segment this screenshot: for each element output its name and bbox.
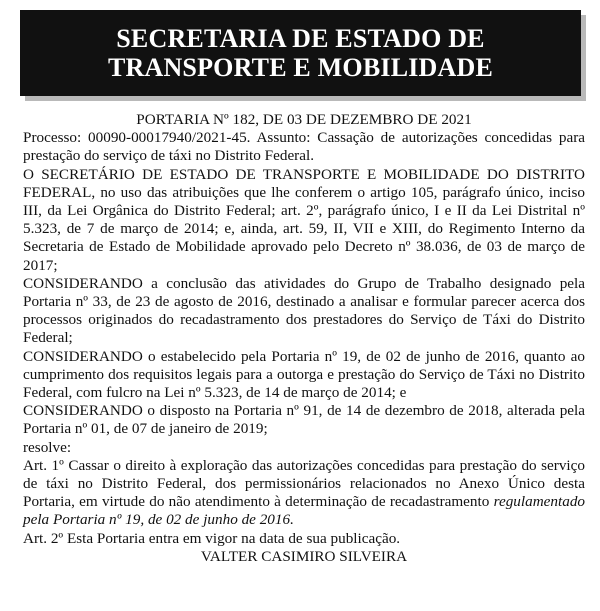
resolve-line: resolve:: [23, 438, 72, 456]
signature: VALTER CASIMIRO SILVEIRA: [200, 547, 408, 565]
header-line-2: TRANSPORTE E MOBILIDADE: [107, 53, 494, 82]
header-banner: [20, 10, 581, 96]
article-1: [23, 457, 585, 530]
preambulo-paragraph: O SECRETÁRIO DE ESTADO DE TRANSPORTE E MOBILIDADE DO DISTRITO FEDERAL, no uso das atribuições que lhe conferem o artigo 105, parágrafo único, inciso III, da Lei Orgânica do Distrito Federal; art. 2º, parágrafo único, I e II da Lei Distrital nº 5.323, de 7 de março de 2014; e, ainda, art. 59, II, VII e XIII, do Regimento Interno da Secretaria de Estado de Mobilidade aprovado pelo Decreto nº 38.036, de 03 de março de 2017;: [23, 165, 585, 274]
considerando-1: CONSIDERANDO a conclusão das atividades do Grupo de Trabalho designado pela Portaria nº 33, de 23 de agosto de 2016, destinado a analisar e formular parecer acerca dos processos originados do recadastramento dos prestadores do Serviço de Táxi do Distrito Federal;: [23, 274, 585, 347]
article-1-italic: regulamentado pela Portaria nº 19, de 02 de junho de 2016.: [23, 493, 586, 529]
portaria-title: PORTARIA Nº 182, DE 03 DE DEZEMBRO DE 2021: [136, 111, 472, 128]
article-1-text: Art. 1º Cassar o direito à exploração das autorizações concedidas para prestação do serviço de táxi no Distrito Federal, dos permissionários relacionados no Anexo Único desta Portaria, em virtude do não atendimento à determinação de recadastramento: [23, 456, 585, 511]
considerando-3: CONSIDERANDO o disposto na Portaria nº 91, de 14 de dezembro de 2018, alterada pela Portaria nº 01, de 07 de janeiro de 2019;: [23, 402, 585, 438]
document-body: [23, 111, 585, 566]
article-2: Art. 2º Esta Portaria entra em vigor na data de sua publicação.: [23, 529, 401, 547]
header-line-1: SECRETARIA DE ESTADO DE: [116, 24, 485, 53]
processo-paragraph: Processo: 00090-00017940/2021-45. Assunto: Cassação de autorizações concedidas para prestação do serviço de táxi no Distrito Federal.: [23, 129, 585, 165]
considerando-2: CONSIDERANDO o estabelecido pela Portaria nº 19, de 02 de junho de 2016, quanto ao cumprimento dos requisitos legais para a outorga e prestação do Serviço de Táxi no Distrito Federal, com fulcro na Lei nº 5.323, de 14 de março de 2014; e: [23, 347, 585, 402]
